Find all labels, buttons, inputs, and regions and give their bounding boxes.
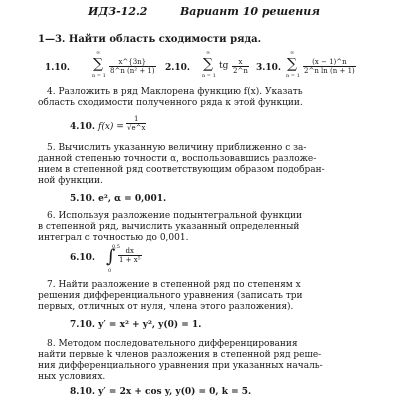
series-1-sigma: ∑ [93,56,103,72]
series-3-upper: ∞ [290,50,295,56]
task-5-equation: 5.10. e², α = 0,001. [70,194,167,204]
task-6-fraction: $\frac{dx}{\text{1 + x⁵}}$ [119,247,141,264]
series-3-fraction: $\frac{(x - 1)\^{}n}{\text{2\textasciicircum{}n ln (n + 1)}}$ [304,58,355,75]
series-3-sigma: ∑ [287,56,297,72]
task-8-line-4: ных условиях. [38,372,106,382]
series-2-tg: tg [219,61,229,71]
integral-sign: ∫ [106,246,116,267]
series-2-label: 2.10. [165,63,191,73]
task-5-line-3: нием в степенной ряд соответствующим образом подобран- [38,165,325,175]
task-4-fraction: $\frac{1}{√e\^{}x}$ [127,115,146,132]
series-1-label: 1.10. [45,63,71,73]
series-2-upper: ∞ [206,50,211,56]
task-5-line-1: 5. Вычислить указанную величину приближенно с за- [47,143,307,153]
doc-code: ИДЗ-12.2 [88,5,148,18]
task-8-line-1: 8. Методом последовательного дифференцирования [47,339,298,349]
series-1-fraction: $\frac{x\^{}\{3n\}}{\text{8\textasciicircum{}n (n² + 1)}}$ [110,58,155,75]
task-4-line-1: 4. Разложить в ряд Маклорена функцию f(x). Указать [47,87,303,97]
task-5-line-2: данной степенью точности α, воспользовавшись разложе- [38,154,317,164]
task-8-line-3: ния дифференциального уравнения при указанных началь- [38,361,323,371]
task-6-line-1: 6. Используя разложение подынтегральной функции [47,211,302,221]
task-8-line-2: найти первые k членов разложения в степенной ряд реше- [38,350,322,360]
task-1-3-heading: 1—3. Найти область сходимости ряда. [38,34,262,45]
series-3-lower: n = 1 [286,73,300,79]
task-7-line-3: первых, отличных от нуля, члена этого разложения). [38,302,294,312]
series-2-fraction: $\frac{x}{2\^{}n}$ [233,58,248,75]
task-7-line-1: 7. Найти разложение в степенной ряд по степеням x [47,280,301,290]
task-6-line-3: интеграл с точностью до 0,001. [38,233,189,243]
series-2-sigma: ∑ [203,56,213,72]
task-6-int-upper: 0,5 [112,244,120,250]
series-2-lower: n = 1 [202,73,216,79]
task-7-line-2: решения дифференциального уравнения (записать три [38,291,303,301]
task-5-line-4: ной функции. [38,176,103,186]
series-1-upper: ∞ [96,50,101,56]
task-6-label: 6.10. [70,253,96,263]
task-4-line-2: область сходимости полученного ряда к этой функции. [38,98,303,108]
series-1-lower: n = 1 [92,73,106,79]
variant-title: Вариант 10 решения [180,5,320,18]
task-4-label: 4.10. [70,122,96,132]
task-6-line-2: в степенной ряд, вычислить указанный определенный [38,222,300,232]
task-8-equation: 8.10. y′ = 2x + cos y, y(0) = 0, k = 5. [70,387,252,397]
series-3-label: 3.10. [256,63,282,73]
task-4-lhs: f(x) = [98,122,124,132]
task-7-equation: 7.10. y′ = x² + y², y(0) = 1. [70,320,202,330]
task-6-int-lower: 0 [108,268,112,274]
